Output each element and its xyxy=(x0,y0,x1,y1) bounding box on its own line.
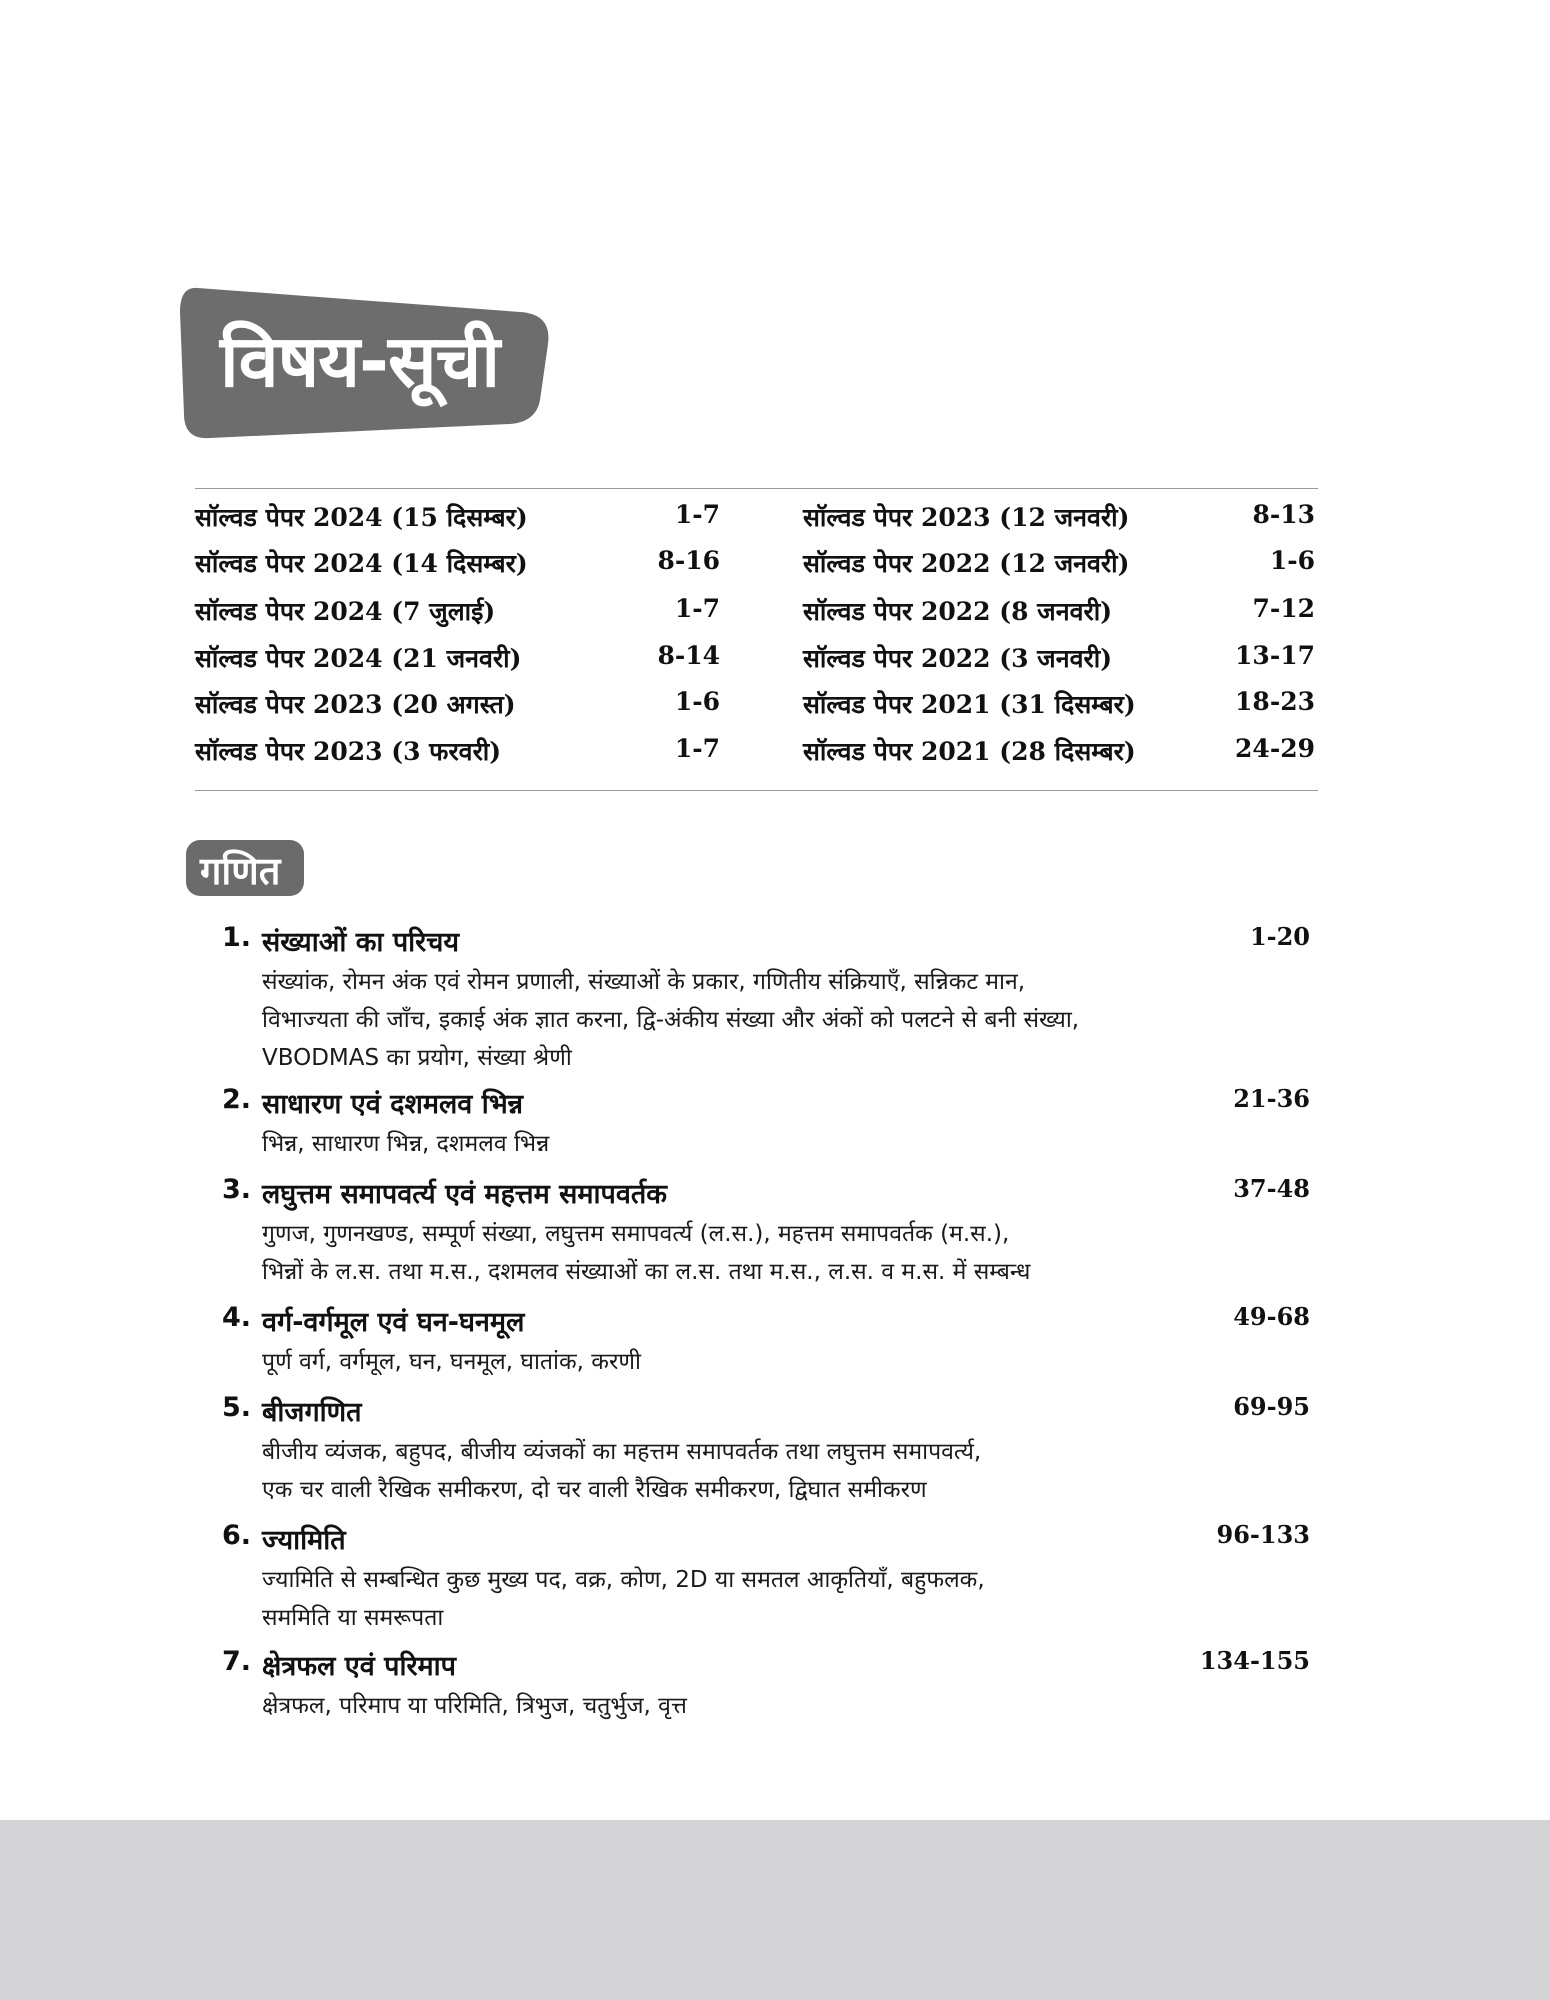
paper-pages: 1-6 xyxy=(1269,546,1315,575)
paper-title[interactable]: सॉल्वड पेपर 2023 (12 जनवरी) xyxy=(803,503,1130,532)
chapter-topics: पूर्ण वर्ग, वर्गमूल, घन, घनमूल, घातांक, करणी xyxy=(262,1349,641,1375)
section-heading-badge xyxy=(186,840,304,896)
paper-row xyxy=(195,594,1318,634)
page-title: विषय-सूची xyxy=(220,319,499,403)
chapter-topics: VBODMAS का प्रयोग, संख्या श्रेणी xyxy=(262,1045,572,1071)
chapter-pages: 69-95 xyxy=(1233,1392,1310,1421)
chapter-number: 2. xyxy=(222,1084,252,1115)
paper-pages: 1-6 xyxy=(674,687,720,716)
paper-title[interactable]: सॉल्वड पेपर 2022 (8 जनवरी) xyxy=(803,597,1113,626)
page-title-banner xyxy=(180,282,552,440)
chapter-pages: 1-20 xyxy=(1249,922,1310,951)
chapter-pages: 96-133 xyxy=(1216,1520,1310,1549)
chapter-title[interactable]: ज्यामिति xyxy=(262,1525,346,1556)
chapter-pages: 21-36 xyxy=(1233,1084,1310,1113)
paper-pages: 1-7 xyxy=(674,500,720,529)
chapter-topics: संख्यांक, रोमन अंक एवं रोमन प्रणाली, संख्याओं के प्रकार, गणितीय संक्रियाएँ, सन्निकट मान, xyxy=(262,969,1026,995)
chapter-topics: विभाज्यता की जाँच, इकाई अंक ज्ञात करना, द्वि-अंकीय संख्या और अंकों को पलटने से बनी संख्या, xyxy=(262,1007,1080,1033)
paper-title[interactable]: सॉल्वड पेपर 2023 (3 फरवरी) xyxy=(195,737,502,766)
paper-title[interactable]: सॉल्वड पेपर 2022 (12 जनवरी) xyxy=(803,549,1130,578)
divider-top xyxy=(195,488,1318,489)
chapter-topics: भिन्नों के ल.स. तथा म.स., दशमलव संख्याओं का ल.स. तथा म.स., ल.स. व म.स. में सम्बन्ध xyxy=(262,1259,1031,1285)
chapter-topics: ज्यामिति से सम्बन्धित कुछ मुख्य पद, वक्र, कोण, 2D या समतल आकृतियाँ, बहुफलक, xyxy=(262,1567,985,1593)
paper-title[interactable]: सॉल्वड पेपर 2023 (20 अगस्त) xyxy=(195,690,516,719)
chapter-topics: क्षेत्रफल, परिमाप या परिमिति, त्रिभुज, चतुर्भुज, वृत्त xyxy=(262,1693,687,1719)
chapter-pages: 37-48 xyxy=(1233,1174,1310,1203)
paper-title[interactable]: सॉल्वड पेपर 2024 (15 दिसम्बर) xyxy=(195,503,528,532)
chapter-title[interactable]: क्षेत्रफल एवं परिमाप xyxy=(262,1651,456,1682)
paper-row xyxy=(195,687,1318,727)
paper-pages: 8-16 xyxy=(657,546,720,575)
chapter-title[interactable]: वर्ग-वर्गमूल एवं घन-घनमूल xyxy=(262,1307,525,1338)
chapter-number: 5. xyxy=(222,1392,252,1423)
chapter-topics: भिन्न, साधारण भिन्न, दशमलव भिन्न xyxy=(262,1131,550,1157)
paper-row xyxy=(195,734,1318,774)
chapter-title[interactable]: साधारण एवं दशमलव भिन्न xyxy=(262,1089,524,1120)
paper-row xyxy=(195,500,1318,540)
paper-pages: 18-23 xyxy=(1235,687,1315,716)
paper-title[interactable]: सॉल्वड पेपर 2022 (3 जनवरी) xyxy=(803,644,1113,673)
chapter-topics: सममिति या समरूपता xyxy=(262,1605,444,1631)
paper-pages: 24-29 xyxy=(1235,734,1315,763)
chapter-pages: 134-155 xyxy=(1199,1646,1310,1675)
chapter-number: 6. xyxy=(222,1520,252,1551)
paper-title[interactable]: सॉल्वड पेपर 2021 (28 दिसम्बर) xyxy=(803,737,1136,766)
chapter-number: 4. xyxy=(222,1302,252,1333)
paper-pages: 13-17 xyxy=(1235,641,1315,670)
chapter-number: 1. xyxy=(222,922,252,953)
paper-pages: 1-7 xyxy=(674,734,720,763)
paper-row xyxy=(195,641,1318,681)
divider-bottom xyxy=(195,790,1318,791)
paper-title[interactable]: सॉल्वड पेपर 2024 (14 दिसम्बर) xyxy=(195,549,528,578)
chapter-topics: बीजीय व्यंजक, बहुपद, बीजीय व्यंजकों का महत्तम समापवर्तक तथा लघुत्तम समापवर्त्य, xyxy=(262,1439,982,1465)
chapter-title[interactable]: बीजगणित xyxy=(262,1397,362,1428)
section-heading: गणित xyxy=(200,849,281,893)
paper-pages: 7-12 xyxy=(1252,594,1315,623)
chapter-pages: 49-68 xyxy=(1233,1302,1310,1331)
chapter-number: 3. xyxy=(222,1174,252,1205)
paper-title[interactable]: सॉल्वड पेपर 2024 (21 जनवरी) xyxy=(195,644,522,673)
paper-pages: 1-7 xyxy=(674,594,720,623)
paper-row xyxy=(195,546,1318,586)
paper-title[interactable]: सॉल्वड पेपर 2024 (7 जुलाई) xyxy=(195,597,496,626)
chapter-number: 7. xyxy=(222,1646,252,1677)
chapter-title[interactable]: लघुत्तम समापवर्त्य एवं महत्तम समापवर्तक xyxy=(262,1179,667,1210)
chapter-topics: गुणज, गुणनखण्ड, सम्पूर्ण संख्या, लघुत्तम समापवर्त्य (ल.स.), महत्तम समापवर्तक (म.स.), xyxy=(262,1221,1010,1247)
chapter-title[interactable]: संख्याओं का परिचय xyxy=(262,927,459,958)
paper-title[interactable]: सॉल्वड पेपर 2021 (31 दिसम्बर) xyxy=(803,690,1136,719)
footer-band xyxy=(0,1820,1550,2000)
chapter-topics: एक चर वाली रैखिक समीकरण, दो चर वाली रैखिक समीकरण, द्विघात समीकरण xyxy=(262,1477,927,1503)
paper-pages: 8-13 xyxy=(1252,500,1315,529)
paper-pages: 8-14 xyxy=(657,641,720,670)
